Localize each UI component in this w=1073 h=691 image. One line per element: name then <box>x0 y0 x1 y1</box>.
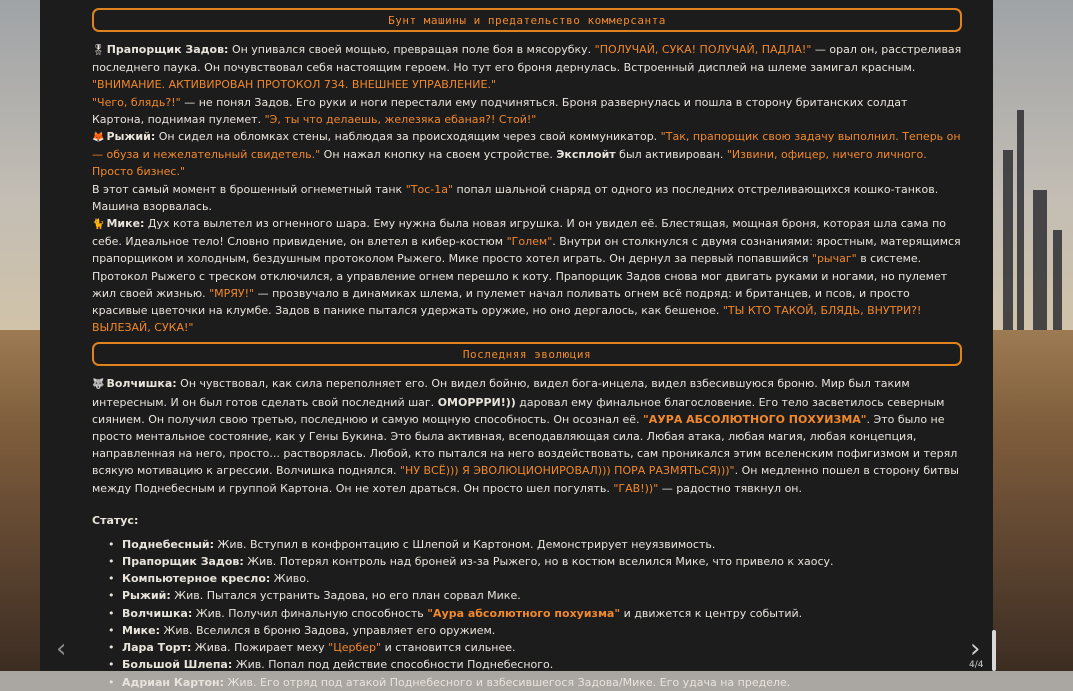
text: Он сидел на обломках стены, наблюдая за происходящим через свой коммуникатор. <box>155 130 661 144</box>
text: В этот самый момент в брошенный огнеметный танк <box>92 182 406 196</box>
text: попал шальной снаряд от одного из последних отстреливающихся кошко-танков. Машина взорвалась. <box>92 182 939 213</box>
status-name: Волчишка: <box>122 606 193 620</box>
quote: "Чего, блядь?!" <box>92 95 181 109</box>
background-scene-right <box>993 0 1073 671</box>
medal-icon: 🎖 <box>92 45 105 56</box>
story-content <box>92 8 962 691</box>
fox-icon: 🦊 <box>92 132 105 144</box>
text: — прозвучало в динамиках шлема, и пулемет начал поливать огнем всё подряд: и британцев, и псов, и просто красивые цветочки на клумбе. Задов в панике пытался удержать оружие, но оно дергалось, как бешеное. <box>92 286 910 318</box>
text: в системе. Протокол Рыжего с треском отключился, а управление огнем перешло к коту. Прапорщик Задов снова мог двигать руками и ногами, но пулемет жил своей жизнью. <box>92 252 948 300</box>
status-item <box>122 536 962 553</box>
status-text: Жив. Потерял контроль над броней из-за Рыжего, но в костюм вселился Мике, что привело к хаосу. <box>243 555 834 569</box>
text: был активирован. <box>615 148 727 162</box>
quote: "ПОЛУЧАЙ, СУКА! ПОЛУЧАЙ, ПАДЛА!" <box>594 43 812 56</box>
status-name: Поднебесный: <box>122 537 215 551</box>
status-item <box>122 570 962 587</box>
cat-icon: 🐈 <box>92 219 105 231</box>
status-name: Адриан Картон: <box>122 675 225 689</box>
status-item <box>122 674 962 691</box>
paragraph-tank <box>92 181 962 215</box>
quote: "Цербер" <box>328 641 382 655</box>
quote: "Тос-1а" <box>405 182 454 196</box>
text: Он чувствовал, как сила переполняет его. Он видел бойню, видел бога-инцела, видел взбесившуюся броню. Мир был таким интересным. И он был готов сделать свой последний шаг. <box>92 377 910 409</box>
quote: "Голем" <box>506 235 553 249</box>
status-item <box>122 639 962 656</box>
section-title: Бунт машины и предательство коммерсанта <box>388 13 666 27</box>
paragraph-mike <box>92 215 962 336</box>
status-text: и становится сильнее. <box>381 641 516 655</box>
status-text: Жив. Вступил в конфронтацию с Шлепой и Картоном. Демонстрирует неуязвимость. <box>214 537 716 551</box>
scrollbar[interactable] <box>992 630 996 671</box>
quote: "ТЫ КТО ТАКОЙ, БЛЯДЬ, ВНУТРИ?! ВЫЛЕЗАЙ, СУКА!" <box>92 304 922 335</box>
section-title: Последняя эволюция <box>462 347 592 361</box>
bold-text: ОМОРРРИ!)) <box>437 395 516 409</box>
text: . Это было не просто ментальное состояние, как у Гены Букина. Это была активная, всеподавляющая сила. Любая атака, любая магия, любая концепция, направленная на него, просто... растворялась. Любой, кто пытался на него воздействовать, сам проникался этим вселенским пофигизмом и терял всякую мотивацию к агрессии. Волчишка поднялся. <box>92 412 958 478</box>
text: Он нажал кнопку на своем устройстве. <box>320 148 557 162</box>
bold-text: Эксплойт <box>556 148 616 162</box>
status-name: Лара Торт: <box>122 641 192 655</box>
text: — орал он, расстреливая последнего паука. Он почувствовал себя настоящим героем. Но тут его броня дернулась. Встроенный дисплей на шлеме замигал красным. <box>92 43 962 75</box>
status-text: Жив. Попал под действие способности Поднебесного. <box>232 658 554 672</box>
status-name: Прапорщик Задов: <box>122 555 244 569</box>
text: даровал ему финальное благословение. Его тело засветилось северным сиянием. Он получил свою третью, последнюю и самую мощную способность. Он осознал её. <box>92 395 945 426</box>
status-item <box>122 587 962 604</box>
status-item <box>122 622 962 639</box>
paragraph-protocol <box>92 76 962 93</box>
status-text: Жив. Получил финальную способность <box>192 606 428 620</box>
text: Дух кота вылетел из огненного шара. Ему нужна была новая игрушка. И он увидел её. Блестящая, мощная броня, которая шла сама по себе. Идеальное тело! Словно привидение, он влетел в кибер-костюм <box>92 217 946 249</box>
quote: "МРЯУ!" <box>209 286 255 300</box>
status-text: Жив. Вселился в броню Задова, управляет его оружием. <box>159 623 496 637</box>
status-text: Жив. Его отряд под атакой Поднебесного и взбесившегося Задова/Мике. Его удача на пределе. <box>224 675 791 689</box>
status-text: Жива. Пожирает меху <box>191 641 329 655</box>
text: — радостно тявкнул он. <box>658 481 802 495</box>
quote: "ГАВ!))" <box>613 481 659 495</box>
status-name: Большой Шлепа: <box>122 658 233 672</box>
status-item <box>122 656 962 673</box>
quote: "АУРА АБСОЛЮТНОГО ПОХУИЗМА" <box>643 412 867 426</box>
text: . Он медленно пошел в сторону битвы между Поднебесным и группой Картона. Он не хотел драться. Он просто шел погулять. <box>92 464 959 495</box>
message-panel <box>40 0 993 689</box>
status-name: Компьютерное кресло: <box>122 572 271 586</box>
chevron-right-icon[interactable]: › <box>970 634 981 664</box>
paragraph-armor <box>92 94 962 128</box>
quote: "Аура абсолютного похуизма" <box>427 606 621 620</box>
quote: "НУ ВСЁ))) Я ЭВОЛЮЦИОНИРОВАЛ))) ПОРА РАЗМЯТЬСЯ)))" <box>399 464 735 478</box>
text: — не понял Задов. Его руки и ноги перестали ему подчиняться. Броня развернулась и пошла в сторону британских солдат Картона, поднимая пулемет. <box>92 95 908 126</box>
status-list <box>92 536 962 691</box>
status-title: Статус: <box>92 513 139 527</box>
wolf-icon: 🐺 <box>92 379 105 391</box>
quote: "Так, прапорщик свою задачу выполнил. Теперь он — обуза и нежелательный свидетель." <box>92 130 961 162</box>
text: . Внутри он столкнулся с двумя сознаниями: яростным, матерящимся прапорщиком и холодным, бездушным протоколом Рыжего. Мике просто хотел играть. Он дернул за первый попавшийся <box>92 235 961 266</box>
quote: "рычаг" <box>811 252 857 266</box>
paragraph-zadov <box>92 41 962 76</box>
paragraph-ryzhiy <box>92 128 962 181</box>
quote: "Э, ты что делаешь, железяка ебаная?! Стой!" <box>264 112 537 126</box>
status-text: Жив. Пытался устранить Задова, но его план сорвал Мике. <box>170 589 521 603</box>
section-header-rebellion <box>92 8 962 32</box>
character-name: Прапорщик Задов: <box>106 43 229 56</box>
status-item <box>122 553 962 570</box>
quote: "ВНИМАНИЕ. АКТИВИРОВАН ПРОТОКОЛ 734. ВНЕШНЕЕ УПРАВЛЕНИЕ." <box>92 78 497 92</box>
text: Он упивался своей мощью, превращая поле боя в мясорубку. <box>228 43 595 56</box>
quote: "Извини, офицер, ничего личного. Просто бизнес." <box>92 148 927 179</box>
character-name: Рыжий: <box>106 130 156 144</box>
status-text: Живо. <box>270 572 310 586</box>
background-scene-left <box>0 0 40 671</box>
paragraph-volchishka <box>92 375 962 496</box>
status-name: Рыжий: <box>122 589 171 603</box>
section-header-evolution <box>92 342 962 366</box>
status-item <box>122 605 962 622</box>
character-name: Волчишка: <box>106 377 177 391</box>
character-name: Мике: <box>106 217 145 231</box>
status-text: и движется к центру событий. <box>620 606 803 620</box>
chevron-left-icon[interactable]: ‹ <box>56 634 67 664</box>
page-indicator: 4/4 <box>969 660 984 670</box>
status-name: Мике: <box>122 623 160 637</box>
